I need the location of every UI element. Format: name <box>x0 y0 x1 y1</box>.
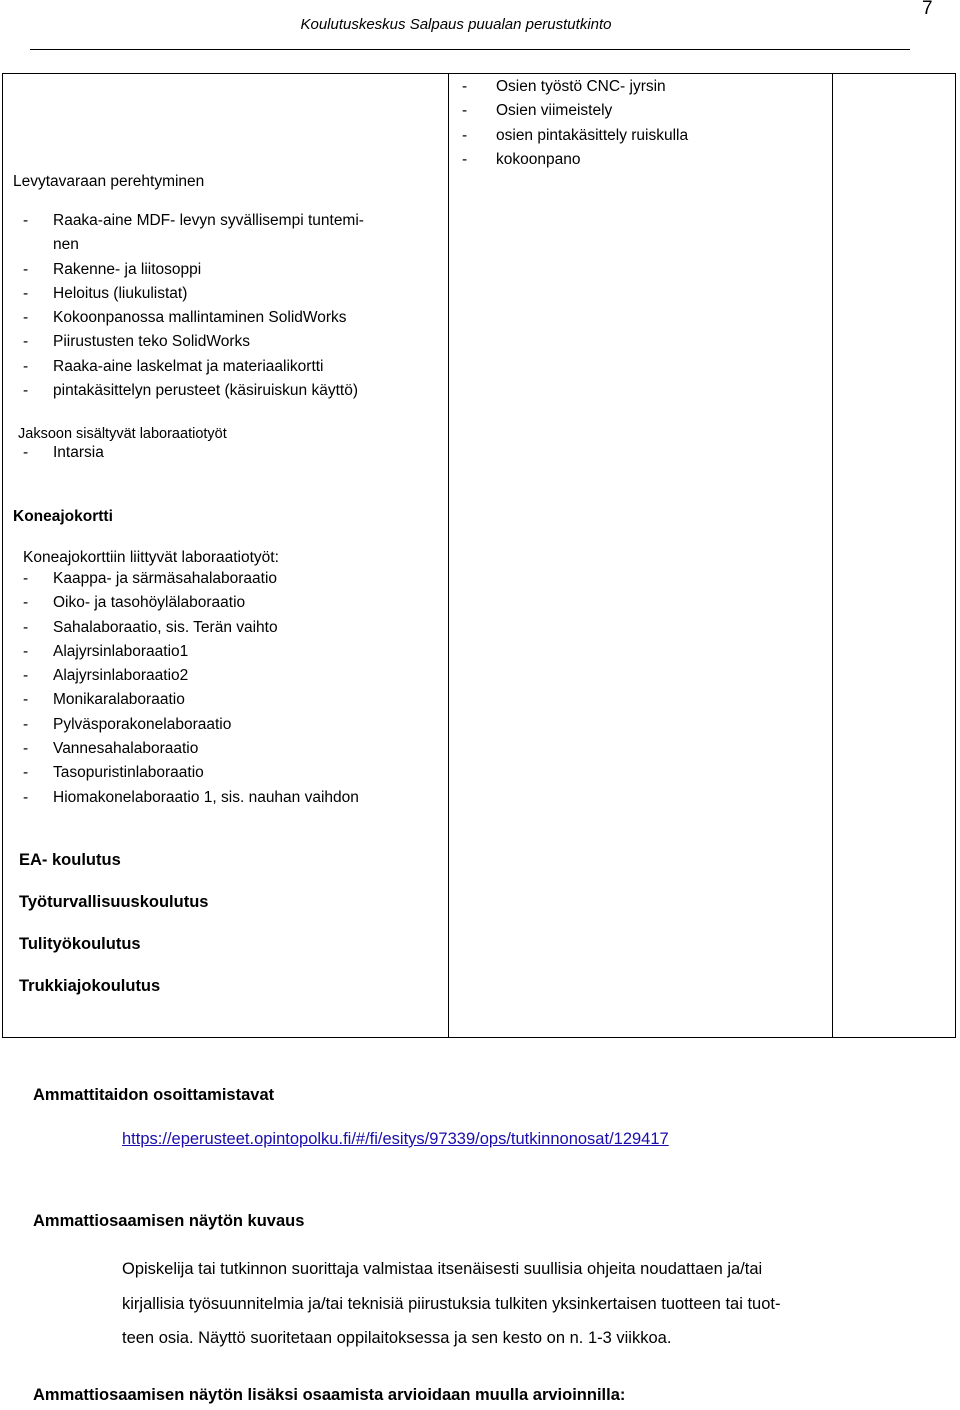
list-item: - Hiomakonelaboraatio 1, sis. nauhan vaihdon <box>23 788 359 806</box>
machine-card-subtitle: Koneajokorttiin liittyvät laboraatiotyöt: <box>23 549 279 566</box>
list-item: - Heloitus (liukulistat) <box>23 284 188 302</box>
document-header-title: Koulutuskeskus Salpaus puualan perustutkinto <box>300 16 612 33</box>
additional-assessment-heading: Ammattiosaamisen näytön lisäksi osaamista arvioidaan muulla arvioinnilla: <box>33 1386 626 1404</box>
topic-list <box>23 209 364 403</box>
list-item: - osien pintakäsittely ruiskulla <box>462 126 689 144</box>
table-column-divider <box>832 73 833 1038</box>
machine-card-title: Koneajokortti <box>13 508 113 525</box>
section-title-levytavara: Levytavaraan perehtyminen <box>13 173 205 190</box>
training-safety: Työturvallisuuskoulutus <box>19 893 209 911</box>
list-item: - Oiko- ja tasohöylälaboraatio <box>23 594 246 612</box>
list-item: - Sahalaboraatio, sis. Terän vaihto <box>23 618 278 636</box>
list-item: - Raaka-aine laskelmat ja materiaalikortti <box>23 357 324 375</box>
training-ea: EA- koulutus <box>19 851 121 869</box>
machine-card-list <box>23 567 359 810</box>
list-item: - Alajyrsinlaboraatio1 <box>23 642 189 660</box>
list-item: - Monikaralaboraatio <box>23 691 185 709</box>
list-item: - Pylväsporakonelaboraatio <box>23 715 232 733</box>
list-item: - Kaappa- ja särmäsahalaboraatio <box>23 570 278 587</box>
demonstration-heading: Ammattitaidon osoittamistavat <box>33 1086 275 1104</box>
page-number: 7 <box>922 0 933 19</box>
list-item: - Osien viimeistely <box>462 102 613 120</box>
list-item-continuation: nen <box>53 236 79 254</box>
list-item: - Tasopuristinlaboraatio <box>23 764 204 782</box>
list-item: - kokoonpano <box>462 150 581 168</box>
paragraph-line: kirjallisia työsuunnitelmia ja/tai teknisiä piirustuksia tulkiten yksinkertaisen tuotteen tai tuot- <box>122 1294 781 1313</box>
training-hotwork: Tulityökoulutus <box>19 935 141 953</box>
list-item: - Alajyrsinlaboraatio2 <box>23 667 189 685</box>
description-paragraph <box>122 1252 912 1356</box>
laboratory-title: Jaksoon sisältyvät laboraatiotyöt <box>18 426 227 442</box>
list-item: - Kokoonpanossa mallintaminen SolidWorks <box>23 309 347 327</box>
list-item: - Piirustusten teko SolidWorks <box>23 333 250 351</box>
list-item: - Osien työstö CNC- jyrsin <box>462 78 666 95</box>
list-item: - Rakenne- ja liitosoppi <box>23 260 202 278</box>
list-item: - Raaka-aine MDF- levyn syvällisempi tuntemi- <box>23 212 364 229</box>
description-heading: Ammattiosaamisen näytön kuvaus <box>33 1212 305 1230</box>
paragraph-line: teen osia. Näyttö suoritetaan oppilaitoksessa ja sen kesto on n. 1-3 viikkoa. <box>122 1329 672 1347</box>
list-item: - Vannesahalaboraatio <box>23 740 199 758</box>
laboratory-list <box>23 441 104 465</box>
training-forklift: Trukkiajokoulutus <box>19 977 161 995</box>
work-phase-list <box>462 75 688 172</box>
header-divider <box>30 49 910 50</box>
list-item: - Intarsia <box>23 444 104 461</box>
table-column-divider <box>448 73 449 1038</box>
paragraph-line: Opiskelija tai tutkinnon suorittaja valmistaa itsenäisesti suullisia ohjeita noudattaen ja/tai <box>122 1260 763 1278</box>
eperusteet-link[interactable]: https://eperusteet.opintopolku.fi/#/fi/esitys/97339/ops/tutkinnonosat/129417 <box>122 1130 669 1148</box>
list-item: - pintakäsittelyn perusteet (käsiruiskun käyttö) <box>23 382 358 400</box>
